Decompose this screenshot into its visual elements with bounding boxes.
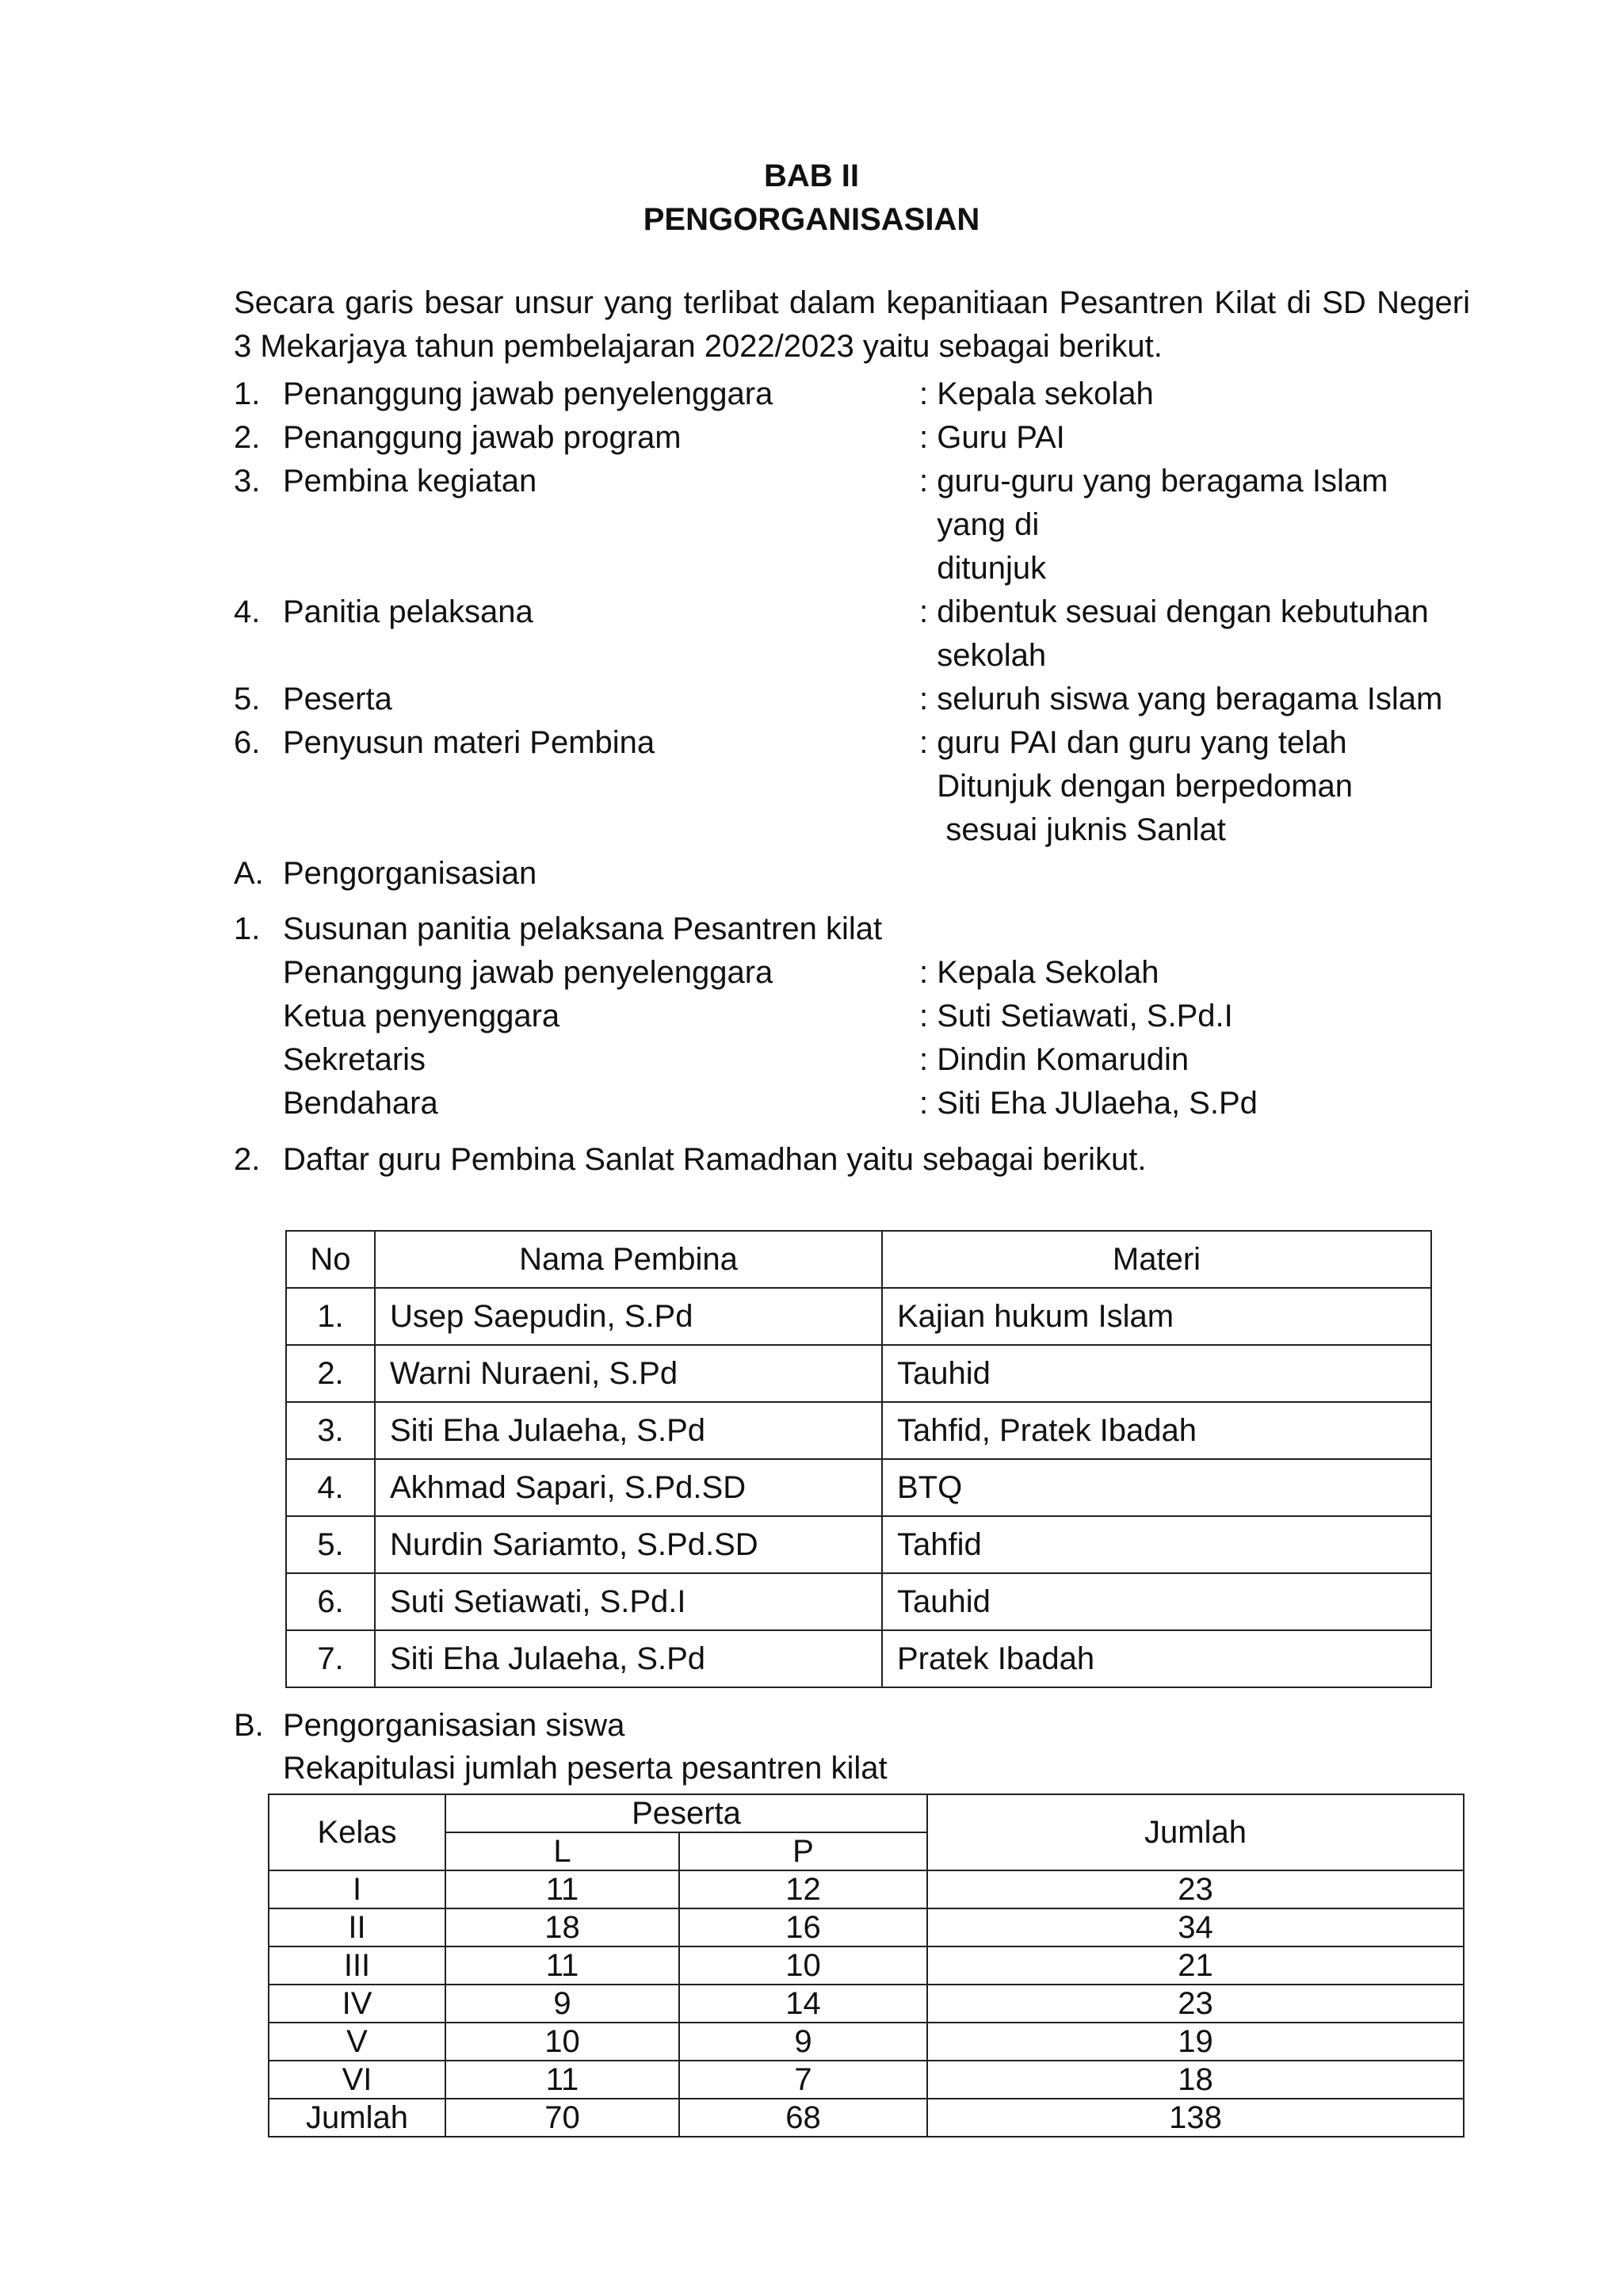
column-header: Peserta	[445, 1794, 927, 1832]
column-header: Jumlah	[927, 1794, 1464, 1870]
table-cell: Nurdin Sariamto, S.Pd.SD	[375, 1516, 882, 1573]
column-header: No	[286, 1231, 375, 1288]
table-cell: IV	[269, 1985, 445, 2023]
table-cell: III	[269, 1946, 445, 1985]
table-cell: Usep Saepudin, S.Pd	[375, 1288, 882, 1345]
table-cell: BTQ	[882, 1459, 1431, 1516]
table-cell: 21	[927, 1946, 1464, 1985]
table-cell: VI	[269, 2061, 445, 2099]
table-cell: Siti Eha Julaeha, S.Pd	[375, 1630, 882, 1687]
list-value-continued: sesuai juknis Sanlat	[919, 812, 1226, 847]
table-cell: 7.	[286, 1630, 375, 1687]
table-cell: Tauhid	[882, 1345, 1431, 1402]
pembina-table	[285, 1230, 1432, 1688]
table-cell: 4.	[286, 1459, 375, 1516]
column-header: P	[679, 1832, 927, 1870]
table-cell: Pratek Ibadah	[882, 1630, 1431, 1687]
table-cell: 14	[679, 1985, 927, 2023]
table-total-row	[269, 2099, 1464, 2137]
table-cell: 34	[927, 1908, 1464, 1946]
table-row	[286, 1288, 1431, 1345]
list-value: : guru-guru yang beragama Islam	[919, 464, 1388, 499]
list-label: Penanggung jawab penyelenggara	[283, 376, 773, 411]
table-header-row	[286, 1231, 1431, 1288]
table-cell: 2.	[286, 1345, 375, 1402]
table-row	[286, 1402, 1431, 1459]
table-cell: Tauhid	[882, 1573, 1431, 1630]
table-cell: Kajian hukum Islam	[882, 1288, 1431, 1345]
list-value: : Guru PAI	[919, 420, 1065, 455]
table-cell: 68	[679, 2099, 927, 2137]
panitia-label: Penanggung jawab penyelenggara	[283, 955, 773, 990]
table-cell: 16	[679, 1908, 927, 1946]
column-header: Materi	[882, 1231, 1431, 1288]
table-row	[286, 1630, 1431, 1687]
table-cell: 18	[445, 1908, 679, 1946]
table-cell: 6.	[286, 1573, 375, 1630]
list-label: Pembina kegiatan	[283, 464, 537, 499]
table-cell: I	[269, 1870, 445, 1908]
table-cell: 10	[679, 1946, 927, 1985]
table-row	[269, 2061, 1464, 2099]
table-header-row	[269, 1794, 1464, 1832]
table-cell: 3.	[286, 1402, 375, 1459]
table-cell: 19	[927, 2023, 1464, 2061]
table-cell: Akhmad Sapari, S.Pd.SD	[375, 1459, 882, 1516]
chapter-title: PENGORGANISASIAN	[643, 202, 980, 237]
table-cell: 11	[445, 1946, 679, 1985]
table-cell: 23	[927, 1870, 1464, 1908]
table-row	[286, 1516, 1431, 1573]
rekap-table	[268, 1794, 1465, 2137]
list-value: : Kepala sekolah	[919, 376, 1154, 411]
list-value: : seluruh siswa yang beragama Islam	[919, 682, 1443, 716]
table-cell: 9	[445, 1985, 679, 2023]
panitia-value: : Siti Eha JUlaeha, S.Pd	[919, 1086, 1258, 1121]
section-b-letter: B.	[234, 1708, 264, 1743]
column-header: L	[445, 1832, 679, 1870]
table-cell: V	[269, 2023, 445, 2061]
chapter-number: BAB II	[764, 159, 859, 193]
table-cell: 12	[679, 1870, 927, 1908]
list-number: 2.	[234, 420, 261, 455]
table-row	[286, 1573, 1431, 1630]
panitia-number: 1.	[234, 911, 261, 946]
table-cell: Warni Nuraeni, S.Pd	[375, 1345, 882, 1402]
table-row	[286, 1459, 1431, 1516]
list-value: : guru PAI dan guru yang telah	[919, 725, 1347, 760]
table-cell: 7	[679, 2061, 927, 2099]
table-cell: Tahfid	[882, 1516, 1431, 1573]
table-cell: Tahfid, Pratek Ibadah	[882, 1402, 1431, 1459]
section-a-letter: A.	[234, 856, 264, 891]
list-label: Penyusun materi Pembina	[283, 725, 655, 760]
table-cell: Siti Eha Julaeha, S.Pd	[375, 1402, 882, 1459]
list-value-continued: Ditunjuk dengan berpedoman	[919, 769, 1354, 804]
table-cell: 70	[445, 2099, 679, 2137]
panitia-label: Bendahara	[283, 1086, 438, 1121]
list-number: 3.	[234, 464, 261, 499]
section-b-subtitle: Rekapitulasi jumlah peserta pesantren kilat	[283, 1751, 888, 1786]
table-cell: Jumlah	[269, 2099, 445, 2137]
panitia-title: Susunan panitia pelaksana Pesantren kilat	[283, 911, 883, 946]
table-cell: II	[269, 1908, 445, 1946]
list-value-continued: yang di	[919, 507, 1040, 542]
list-number: 6.	[234, 725, 261, 760]
panitia-label: Sekretaris	[283, 1042, 426, 1077]
column-header: Kelas	[269, 1794, 445, 1870]
table-row	[269, 1870, 1464, 1908]
section-b-title: Pengorganisasian siswa	[283, 1708, 625, 1743]
table-cell: 10	[445, 2023, 679, 2061]
list-number: 4.	[234, 594, 261, 629]
table-cell: 11	[445, 2061, 679, 2099]
table-cell: 9	[679, 2023, 927, 2061]
table-cell: 5.	[286, 1516, 375, 1573]
column-header: Nama Pembina	[375, 1231, 882, 1288]
list-value-continued: sekolah	[919, 638, 1047, 673]
table-cell: 11	[445, 1870, 679, 1908]
daftar-title: Daftar guru Pembina Sanlat Ramadhan yaitu sebagai berikut.	[283, 1142, 1147, 1177]
list-label: Peserta	[283, 682, 392, 716]
table-row	[269, 2023, 1464, 2061]
table-cell: Suti Setiawati, S.Pd.I	[375, 1573, 882, 1630]
table-cell: 23	[927, 1985, 1464, 2023]
list-value: : dibentuk sesuai dengan kebutuhan	[919, 594, 1429, 629]
table-cell: 1.	[286, 1288, 375, 1345]
daftar-number: 2.	[234, 1142, 261, 1177]
table-row	[269, 1946, 1464, 1985]
list-label: Panitia pelaksana	[283, 594, 533, 629]
panitia-value: : Dindin Komarudin	[919, 1042, 1190, 1077]
list-value-continued: ditunjuk	[919, 551, 1047, 586]
table-row	[269, 1985, 1464, 2023]
panitia-value: : Suti Setiawati, S.Pd.I	[919, 999, 1233, 1033]
table-row	[286, 1345, 1431, 1402]
table-cell: 18	[927, 2061, 1464, 2099]
panitia-value: : Kepala Sekolah	[919, 955, 1159, 990]
intro-paragraph: Secara garis besar unsur yang terlibat dalam kepanitiaan Pesantren Kilat di SD Negeri 3 Mekarjaya tahun pembelajaran 2022/2023 yaitu sebagai berikut.	[234, 285, 1470, 364]
table-row	[269, 1908, 1464, 1946]
table-cell: 138	[927, 2099, 1464, 2137]
list-number: 5.	[234, 682, 261, 716]
panitia-label: Ketua penyenggara	[283, 999, 560, 1033]
section-a-title: Pengorganisasian	[283, 856, 537, 891]
list-number: 1.	[234, 376, 261, 411]
list-label: Penanggung jawab program	[283, 420, 682, 455]
